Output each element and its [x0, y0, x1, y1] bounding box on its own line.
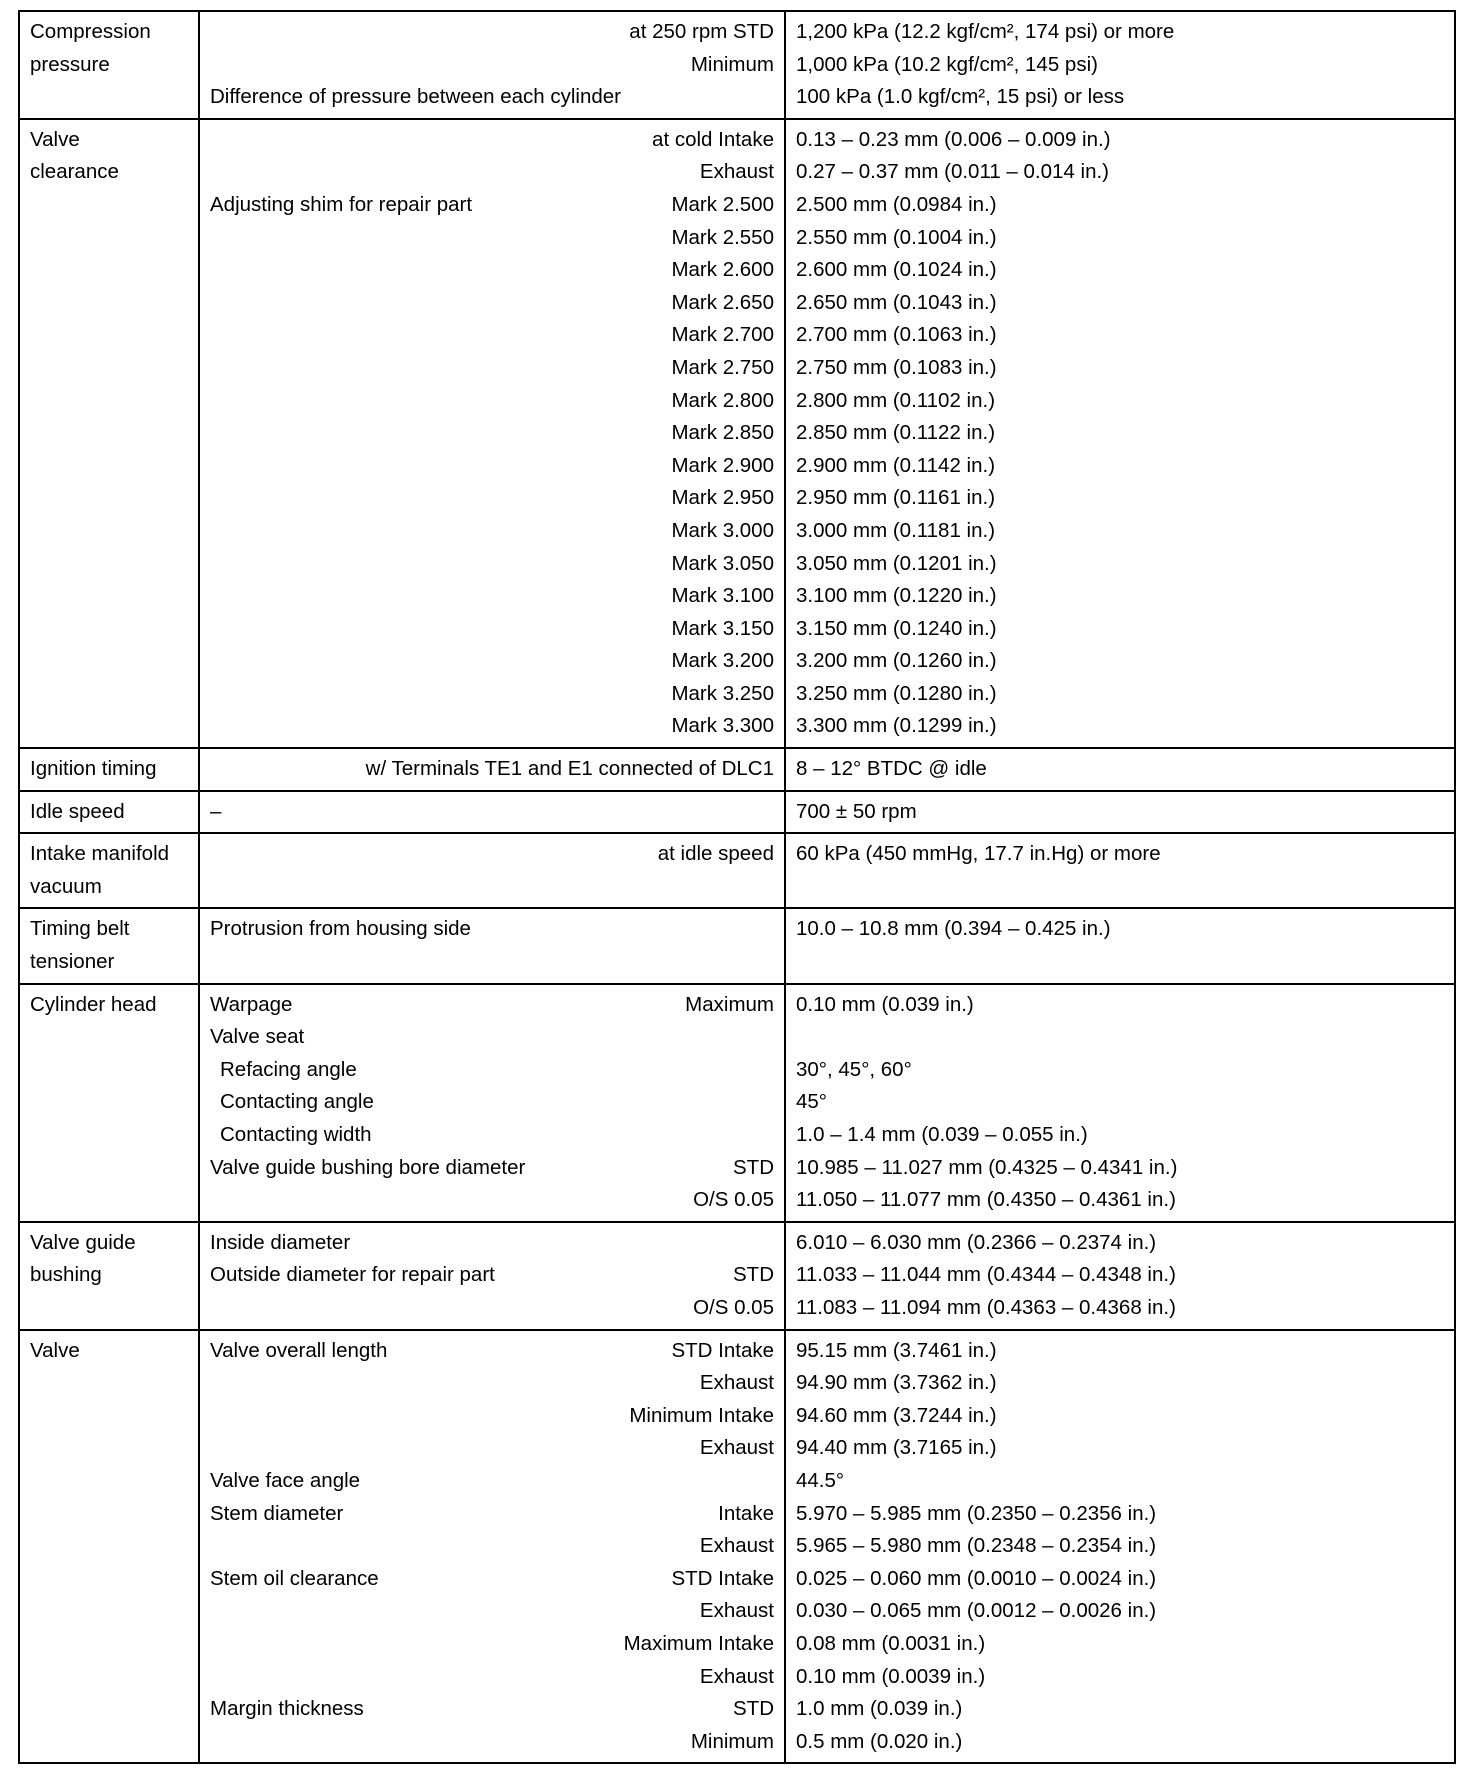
- item-label: Stem diameter: [210, 1501, 344, 1525]
- item-label: [210, 515, 671, 548]
- item-line: [210, 49, 774, 82]
- item-label: Stem oil clearance: [210, 1566, 379, 1590]
- item-condition: Mark 3.250: [671, 681, 774, 705]
- item-condition: O/S 0.05: [693, 1295, 774, 1319]
- item-cell: [199, 908, 785, 983]
- item-line: [210, 1335, 774, 1368]
- item-condition: Maximum Intake: [623, 1631, 774, 1655]
- item-line: [210, 1726, 774, 1759]
- value-cell: [785, 833, 1455, 908]
- item-label: [210, 1432, 700, 1465]
- item-label: [210, 838, 658, 871]
- item-condition: Maximum: [685, 992, 774, 1016]
- spec-value: [796, 1021, 1444, 1054]
- item-label: [210, 1530, 700, 1563]
- item-label: [210, 946, 774, 979]
- item-condition: Exhaust: [699, 1436, 774, 1460]
- spec-value: 3.200 mm (0.1260 in.): [796, 649, 997, 673]
- item-condition: Exhaust: [699, 1664, 774, 1688]
- item-label: Margin thickness: [210, 1697, 364, 1721]
- item-label: Valve face angle: [210, 1468, 361, 1492]
- spec-table: [18, 10, 1456, 1764]
- table-row: [19, 833, 1455, 908]
- item-label: Warpage: [210, 992, 293, 1016]
- item-label: [210, 254, 671, 287]
- item-label: [210, 1400, 629, 1433]
- item-condition: Mark 2.850: [671, 421, 774, 445]
- spec-value: 3.050 mm (0.1201 in.): [796, 551, 997, 575]
- spec-value: 2.650 mm (0.1043 in.): [796, 290, 997, 314]
- item-line: [210, 156, 774, 189]
- item-label: [210, 319, 671, 352]
- item-label: [210, 417, 671, 450]
- item-line: [210, 1119, 774, 1152]
- category-label: Idle speed: [30, 799, 125, 823]
- category-label: Cylinder head: [30, 992, 157, 1016]
- item-condition: Exhaust: [699, 1599, 774, 1623]
- item-label: [210, 450, 671, 483]
- category-label: Valve guide: [30, 1230, 136, 1254]
- item-line: [210, 1054, 774, 1087]
- spec-value: 2.500 mm (0.0984 in.): [796, 192, 997, 216]
- spec-value: 94.90 mm (3.7362 in.): [796, 1371, 997, 1395]
- item-line: [210, 1021, 774, 1054]
- item-line: [210, 1292, 774, 1325]
- category-cell: [19, 1330, 199, 1764]
- item-label: Contacting width: [220, 1123, 372, 1146]
- item-condition: at 250 rpm STD: [629, 20, 774, 43]
- item-condition: Mark 3.200: [671, 649, 774, 673]
- spec-value: 3.150 mm (0.1240 in.): [796, 616, 997, 640]
- table-row: [19, 748, 1455, 791]
- item-condition: Mark 2.600: [671, 258, 774, 282]
- item-cell: [199, 833, 785, 908]
- item-cell: [199, 1222, 785, 1330]
- item-line: [210, 645, 774, 678]
- item-condition: O/S 0.05: [693, 1188, 774, 1212]
- spec-value: 6.010 – 6.030 mm (0.2366 – 0.2374 in.): [796, 1230, 1157, 1254]
- table-row: [19, 1330, 1455, 1764]
- spec-value: 0.030 – 0.065 mm (0.0012 – 0.0026 in.): [796, 1599, 1157, 1623]
- item-cell: [199, 748, 785, 791]
- category-cell: [19, 791, 199, 834]
- item-line: [210, 753, 774, 786]
- item-label: [210, 645, 671, 678]
- table-row: [19, 791, 1455, 834]
- spec-value: 0.025 – 0.060 mm (0.0010 – 0.0024 in.): [796, 1566, 1157, 1590]
- value-cell: [785, 11, 1455, 119]
- spec-value: 3.100 mm (0.1220 in.): [796, 584, 997, 608]
- item-line: [210, 1661, 774, 1694]
- item-line: [210, 254, 774, 287]
- spec-value: 2.700 mm (0.1063 in.): [796, 323, 997, 347]
- item-label: [210, 1184, 693, 1217]
- item-label: Refacing angle: [220, 1057, 357, 1081]
- spec-value: 1,000 kPa (10.2 kgf/cm², 145 psi): [796, 52, 1098, 76]
- item-condition: Intake: [718, 1501, 774, 1525]
- item-condition: Mark 3.050: [671, 551, 774, 575]
- item-label: [210, 287, 671, 320]
- spec-value: 0.13 – 0.23 mm (0.006 – 0.009 in.): [796, 127, 1111, 151]
- item-line: [210, 1693, 774, 1726]
- category-cell: [19, 748, 199, 791]
- spec-value: 60 kPa (450 mmHg, 17.7 in.Hg) or more: [796, 842, 1161, 866]
- spec-value: 10.0 – 10.8 mm (0.394 – 0.425 in.): [796, 917, 1111, 941]
- item-condition: at cold Intake: [652, 127, 774, 151]
- category-cell: [19, 119, 199, 748]
- category-label: vacuum: [30, 874, 102, 898]
- item-label: [210, 222, 671, 255]
- category-label: Compression: [30, 20, 151, 43]
- item-label: [210, 352, 671, 385]
- spec-value: 1.0 mm (0.039 in.): [796, 1697, 963, 1721]
- item-label: Outside diameter for repair part: [210, 1263, 495, 1287]
- item-label: [210, 580, 671, 613]
- item-condition: at idle speed: [657, 842, 774, 866]
- item-line: [210, 1530, 774, 1563]
- spec-value: 94.40 mm (3.7165 in.): [796, 1436, 997, 1460]
- item-condition: Minimum: [690, 52, 774, 76]
- table-row: [19, 119, 1455, 748]
- item-condition: Mark 2.900: [671, 453, 774, 477]
- item-label: [210, 156, 700, 189]
- category-cell: [19, 984, 199, 1222]
- item-line: [210, 222, 774, 255]
- item-line: [210, 1086, 774, 1119]
- spec-value: 11.033 – 11.044 mm (0.4344 – 0.4348 in.): [796, 1263, 1176, 1287]
- spec-value: 2.750 mm (0.1083 in.): [796, 355, 997, 379]
- spec-value: [796, 871, 1444, 904]
- item-condition: Exhaust: [699, 160, 774, 184]
- item-condition: STD: [733, 1263, 774, 1287]
- item-label: Valve guide bushing bore diameter: [210, 1155, 526, 1179]
- item-condition: Mark 2.500: [671, 192, 774, 216]
- item-line: [210, 548, 774, 581]
- spec-value: 95.15 mm (3.7461 in.): [796, 1338, 997, 1362]
- item-line: [210, 796, 774, 829]
- spec-value: 30°, 45°, 60°: [796, 1057, 912, 1081]
- item-line: [210, 1367, 774, 1400]
- item-line: [210, 1400, 774, 1433]
- item-label: –: [210, 799, 222, 823]
- item-label: [210, 482, 671, 515]
- item-line: [210, 580, 774, 613]
- item-label: [210, 124, 652, 157]
- item-label: [210, 753, 366, 786]
- table-row: [19, 1222, 1455, 1330]
- item-label: Protrusion from housing side: [210, 917, 471, 941]
- item-label: [210, 1726, 691, 1759]
- item-line: [210, 1628, 774, 1661]
- item-condition: Mark 3.300: [671, 714, 774, 738]
- item-line: [210, 81, 774, 114]
- item-condition: Mark 3.000: [671, 518, 774, 542]
- spec-value: 11.083 – 11.094 mm (0.4363 – 0.4368 in.): [796, 1295, 1176, 1319]
- value-cell: [785, 1222, 1455, 1330]
- item-line: [210, 319, 774, 352]
- item-condition: Mark 2.750: [671, 355, 774, 379]
- spec-value: 0.10 mm (0.0039 in.): [796, 1664, 986, 1688]
- item-line: [210, 613, 774, 646]
- item-line: [210, 287, 774, 320]
- spec-value: 44.5°: [796, 1468, 845, 1492]
- item-line: [210, 989, 774, 1022]
- item-condition: Mark 2.550: [671, 225, 774, 249]
- item-label: [210, 16, 629, 49]
- item-line: [210, 1432, 774, 1465]
- category-label: Timing belt: [30, 917, 130, 941]
- item-line: [210, 678, 774, 711]
- item-label: [210, 1367, 700, 1400]
- item-cell: [199, 984, 785, 1222]
- item-cell: [199, 119, 785, 748]
- category-label: Valve: [30, 1338, 80, 1362]
- item-condition: Mark 2.950: [671, 486, 774, 510]
- item-label: [210, 678, 671, 711]
- item-line: [210, 1465, 774, 1498]
- item-cell: [199, 1330, 785, 1764]
- item-condition: Minimum: [690, 1729, 774, 1753]
- spec-value: 1,200 kPa (12.2 kgf/cm², 174 psi) or more: [796, 20, 1175, 43]
- spec-value: 3.300 mm (0.1299 in.): [796, 714, 997, 738]
- spec-value: 0.08 mm (0.0031 in.): [796, 1631, 986, 1655]
- spec-value: 2.850 mm (0.1122 in.): [796, 421, 996, 445]
- item-line: [210, 482, 774, 515]
- value-cell: [785, 908, 1455, 983]
- item-condition: Minimum Intake: [629, 1403, 774, 1427]
- value-cell: [785, 984, 1455, 1222]
- item-condition: Mark 3.150: [671, 616, 774, 640]
- category-cell: [19, 833, 199, 908]
- item-label: [210, 1595, 700, 1628]
- item-condition: Exhaust: [699, 1534, 774, 1558]
- category-label: Valve: [30, 127, 80, 151]
- item-line: [210, 352, 774, 385]
- item-line: [210, 417, 774, 450]
- spec-value: 5.970 – 5.985 mm (0.2350 – 0.2356 in.): [796, 1501, 1157, 1525]
- table-row: [19, 11, 1455, 119]
- category-label: tensioner: [30, 950, 115, 974]
- item-line: [210, 16, 774, 49]
- item-label: Difference of pressure between each cylinder: [210, 85, 621, 109]
- spec-table-body: [19, 11, 1455, 1763]
- item-condition: Mark 3.100: [671, 584, 774, 608]
- spec-value: 45°: [796, 1090, 828, 1114]
- item-condition: Mark 2.700: [671, 323, 774, 347]
- value-cell: [785, 791, 1455, 834]
- spec-value: 3.250 mm (0.1280 in.): [796, 681, 997, 705]
- item-line: [210, 385, 774, 418]
- item-line: [210, 946, 774, 979]
- value-cell: [785, 1330, 1455, 1764]
- item-condition: w/ Terminals TE1 and E1 connected of DLC1: [365, 757, 774, 781]
- item-line: [210, 913, 774, 946]
- item-condition: STD Intake: [671, 1566, 774, 1590]
- item-condition: Mark 2.650: [671, 290, 774, 314]
- spec-value: 10.985 – 11.027 mm (0.4325 – 0.4341 in.): [796, 1155, 1178, 1179]
- spec-value: 0.5 mm (0.020 in.): [796, 1729, 963, 1753]
- item-line: [210, 1184, 774, 1217]
- item-cell: [199, 791, 785, 834]
- spec-value: 0.27 – 0.37 mm (0.011 – 0.014 in.): [796, 160, 1110, 184]
- category-label: pressure: [30, 52, 110, 76]
- value-cell: [785, 119, 1455, 748]
- item-line: [210, 189, 774, 222]
- spec-value: 2.950 mm (0.1161 in.): [796, 486, 996, 510]
- item-line: [210, 1595, 774, 1628]
- category-label: Ignition timing: [30, 757, 157, 781]
- item-label: [210, 548, 671, 581]
- item-line: [210, 450, 774, 483]
- item-condition: STD Intake: [671, 1338, 774, 1362]
- item-line: [210, 1563, 774, 1596]
- item-line: [210, 710, 774, 743]
- item-condition: STD: [733, 1155, 774, 1179]
- spec-value: [796, 946, 1444, 979]
- item-label: Contacting angle: [220, 1090, 374, 1114]
- item-line: [210, 1259, 774, 1292]
- item-condition: Mark 2.800: [671, 388, 774, 412]
- spec-value: 94.60 mm (3.7244 in.): [796, 1403, 997, 1427]
- category-label: Intake manifold: [30, 842, 170, 866]
- item-line: [210, 1498, 774, 1531]
- spec-value: 100 kPa (1.0 kgf/cm², 15 psi) or less: [796, 85, 1125, 109]
- item-label: Inside diameter: [210, 1230, 351, 1254]
- item-line: [210, 871, 774, 904]
- category-label: bushing: [30, 1263, 102, 1287]
- item-label: Valve overall length: [210, 1338, 388, 1362]
- spec-value: 2.600 mm (0.1024 in.): [796, 258, 997, 282]
- item-label: Valve seat: [210, 1025, 305, 1049]
- item-label: [210, 49, 691, 82]
- item-label: [210, 385, 671, 418]
- item-label: [210, 613, 671, 646]
- spec-value: 11.050 – 11.077 mm (0.4350 – 0.4361 in.): [796, 1188, 1176, 1212]
- spec-value: 2.900 mm (0.1142 in.): [796, 453, 996, 477]
- category-cell: [19, 1222, 199, 1330]
- spec-value: 2.550 mm (0.1004 in.): [796, 225, 997, 249]
- category-cell: [19, 908, 199, 983]
- spec-value: 8 – 12° BTDC @ idle: [796, 757, 987, 781]
- item-condition: Exhaust: [699, 1371, 774, 1395]
- item-cell: [199, 11, 785, 119]
- spec-value: 700 ± 50 rpm: [796, 799, 917, 823]
- item-label: [210, 1628, 624, 1661]
- table-row: [19, 984, 1455, 1222]
- spec-value: 0.10 mm (0.039 in.): [796, 992, 974, 1016]
- item-label: [210, 710, 671, 743]
- item-line: [210, 124, 774, 157]
- item-condition: STD: [733, 1697, 774, 1721]
- spec-value: 2.800 mm (0.1102 in.): [796, 388, 996, 412]
- item-label: Adjusting shim for repair part: [210, 192, 473, 216]
- item-line: [210, 515, 774, 548]
- spec-value: 1.0 – 1.4 mm (0.039 – 0.055 in.): [796, 1123, 1088, 1146]
- item-label: [210, 871, 774, 904]
- category-cell: [19, 11, 199, 119]
- spec-value: 5.965 – 5.980 mm (0.2348 – 0.2354 in.): [796, 1534, 1157, 1558]
- item-line: [210, 1152, 774, 1185]
- spec-value: 3.000 mm (0.1181 in.): [796, 518, 996, 542]
- table-row: [19, 908, 1455, 983]
- item-label: [210, 1292, 693, 1325]
- item-line: [210, 1227, 774, 1260]
- category-label: clearance: [30, 160, 119, 184]
- value-cell: [785, 748, 1455, 791]
- item-label: [210, 1661, 700, 1694]
- item-line: [210, 838, 774, 871]
